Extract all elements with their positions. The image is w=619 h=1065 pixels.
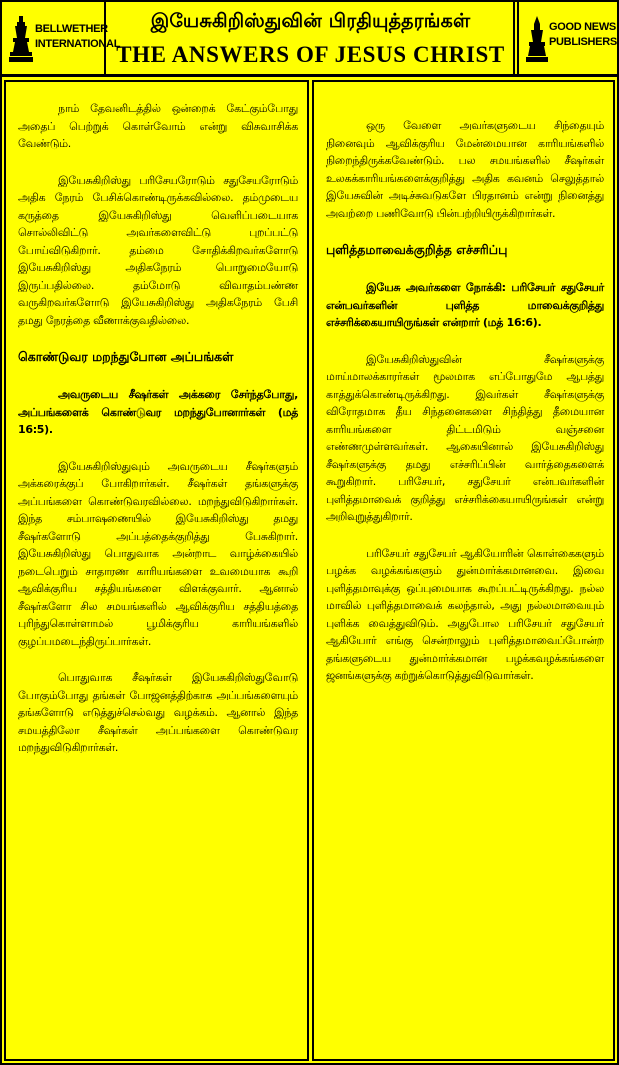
bellwether-emblem-icon [9, 14, 33, 64]
left-verse-quote: அவருடைய சீஷர்கள் அக்கரை சேர்ந்தபோது, அப்பங்களைக் கொண்டுவர மறந்துபோனார்கள் (மத் 16:5). [18, 388, 298, 436]
title-english: THE ANSWERS OF JESUS CHRIST [116, 42, 505, 67]
right-section-heading: புளித்தமாவைக்குறித்த எச்சரிப்பு [326, 242, 508, 257]
page-header [2, 2, 617, 77]
good-news-line1: GOOD NEWS [549, 21, 616, 33]
good-news-emblem-icon [526, 16, 548, 62]
good-news-line2: PUBLISHERS [549, 36, 617, 48]
left-paragraph-1: நாம் தேவனிடத்தில் ஒன்றைக் கேட்கும்போது அதைப் பெற்றுக் கொள்வோம் என்று விசுவாசிக்க வேண்டும். [18, 102, 298, 150]
left-column [4, 80, 309, 1061]
bellwether-logo [2, 2, 121, 74]
good-news-logo [517, 2, 617, 74]
left-paragraph-3: இயேசுகிறிஸ்துவும் அவருடைய சீஷர்களும் அக்கரைக்குப் போகிறார்கள். சீஷர்கள் தங்களுக்கு அப்பங்களை கொண்டுவரவில்லை. மறந்துவிடுகிறார்கள். இந்த சம்பாஷணையில் இயேசுகிறிஸ்து தமது சீஷர்களோடு அப்பத்தைக்குறித்து பேசுகிறார். இயேசுகிறிஸ்து பொதுவாக அன்றாட வாழ்க்கையில் நடைபெறும் சாதாரண காரியங்களை உவமையாக கூறி ஆவிக்குரிய சத்தியங்களை விளக்குவார். ஆனால் சீஷர்களோ சில சமயங்களில் ஆவிக்குரிய சத்தியத்தை புரிந்துகொள்ளாமல் பூமிக்குரிய காரியங்களில் குழப்பமடைந்திருப்பார்கள். [18, 459, 298, 648]
right-verse-quote: இயேசு அவர்களை நோக்கி: பரிசேயர் சதுசேயர் என்பவர்களின் புளித்த மாவைக்குறித்து எச்சரிக்கையாயிருங்கள் என்றார் (மத் 16:6). [326, 281, 604, 329]
left-paragraph-4: பொதுவாக சீஷர்கள் இயேசுகிறிஸ்துவோடு போகும்போது தங்கள் போஜனத்திற்காக அப்பங்களையும் தங்களோடு எடுத்துச்செல்வது வழக்கம். ஆனால் இந்த சமயத்திலோ சீஷர்கள் அப்பங்களை கொண்டுவர மறந்துவிடுகிறார்கள். [18, 671, 298, 754]
left-paragraph-2: இயேசுகிறிஸ்து பரிசேயரோடும் சதுசேயரோடும் அதிக நேரம் பேசிக்கொண்டிருக்கவில்லை. தம்முடைய கருத்தை இயேசுகிறிஸ்து வெளிப்படையாக சொல்லிவிட்டு அவர்களைவிட்டு புறப்பட்டு போய்விடுகிறார். தம்மை சோதிக்கிறவர்களோடு இயேசுகிறிஸ்து அதிகநேரம் பொறுமையோடு இருப்பதில்லை. தம்மோடு விவாதம்பண்ண வருகிறவர்களோடு இயேசுகிறிஸ்து அதிகநேரம் பேசி தமது நேரத்தை வீணாக்குவதில்லை. [18, 173, 298, 327]
right-paragraph-2: இயேசுகிறிஸ்துவின் சீஷர்களுக்கு மாய்மாலக்காரர்கள் மூலமாக எப்போதுமே ஆபத்து காத்துக்கொண்டிருக்கிறது. இவர்கள் சீஷர்களுக்கு விரோதமாக தீய சிந்தனைகளை சிந்தித்து தீமையான காரியங்களை திட்டமிடும் வஞ்சனை எண்ணமுள்ளவர்கள். ஆகையினால் இயேசுகிறிஸ்து சீஷர்களுக்கு தமது எச்சரிப்பின் வார்த்தைகளைக் கூறுகிறார். பரிசேயர், சதுசேயர் என்பவர்களின் புளித்தமாவைக் குறித்து எச்சரிக்கையாயிருங்கள் என்று அறிவுறுத்துகிறார். [326, 352, 604, 523]
bellwether-line2: INTERNATIONAL [35, 38, 121, 50]
right-paragraph-3: பரிசேயர் சதுசேயர் ஆகியோரின் கொள்கைகளும் பழக்க வழக்கங்களும் துன்மார்க்கமானவை. இவை புளித்தமாவுக்கு ஒப்புமையாக கூறப்பட்டிருக்கிறது. நல்ல மாவில் புளித்தமாவைக் கலந்தால், அது நல்லமாவையும் புளிக்க வைத்துவிடும். அதுபோல பரிசேயர் சதுசேயர் ஆகியோர் எங்கு சென்றாலும் புளித்தமாவைப்போன்ற தங்களுடைய துன்மார்க்கமான பழக்கவழக்கங்களை ஜனங்களுக்கு கற்றுக்கொடுத்துவிடுவார்கள். [326, 546, 604, 682]
right-column [312, 80, 615, 1061]
left-section-heading: கொண்டுவர மறந்துபோன அப்பங்கள் [18, 349, 234, 364]
bellwether-line1: BELLWETHER [35, 23, 108, 35]
title-tamil: இயேசுகிறிஸ்துவின் பிரதியுத்தரங்கள் [150, 10, 471, 32]
right-paragraph-1: ஒரு வேளை அவர்களுடைய சிந்தையும் நினைவும் ஆவிக்குரிய மேன்மையான காரியங்களில் நிறைந்திருக்கவேண்டும். பல சமயங்களில் சீஷர்கள் உலகக்காரியங்களைக்குறித்து அதிக கவனம் செலுத்தால் இயேசுவின் அடிச்சுவடுகளே பிரதானம் என்று நினைத்து அவற்றை பணிவோடு பின்பற்றியிருக்கிறார்கள். [326, 119, 604, 220]
title-box [108, 2, 515, 74]
